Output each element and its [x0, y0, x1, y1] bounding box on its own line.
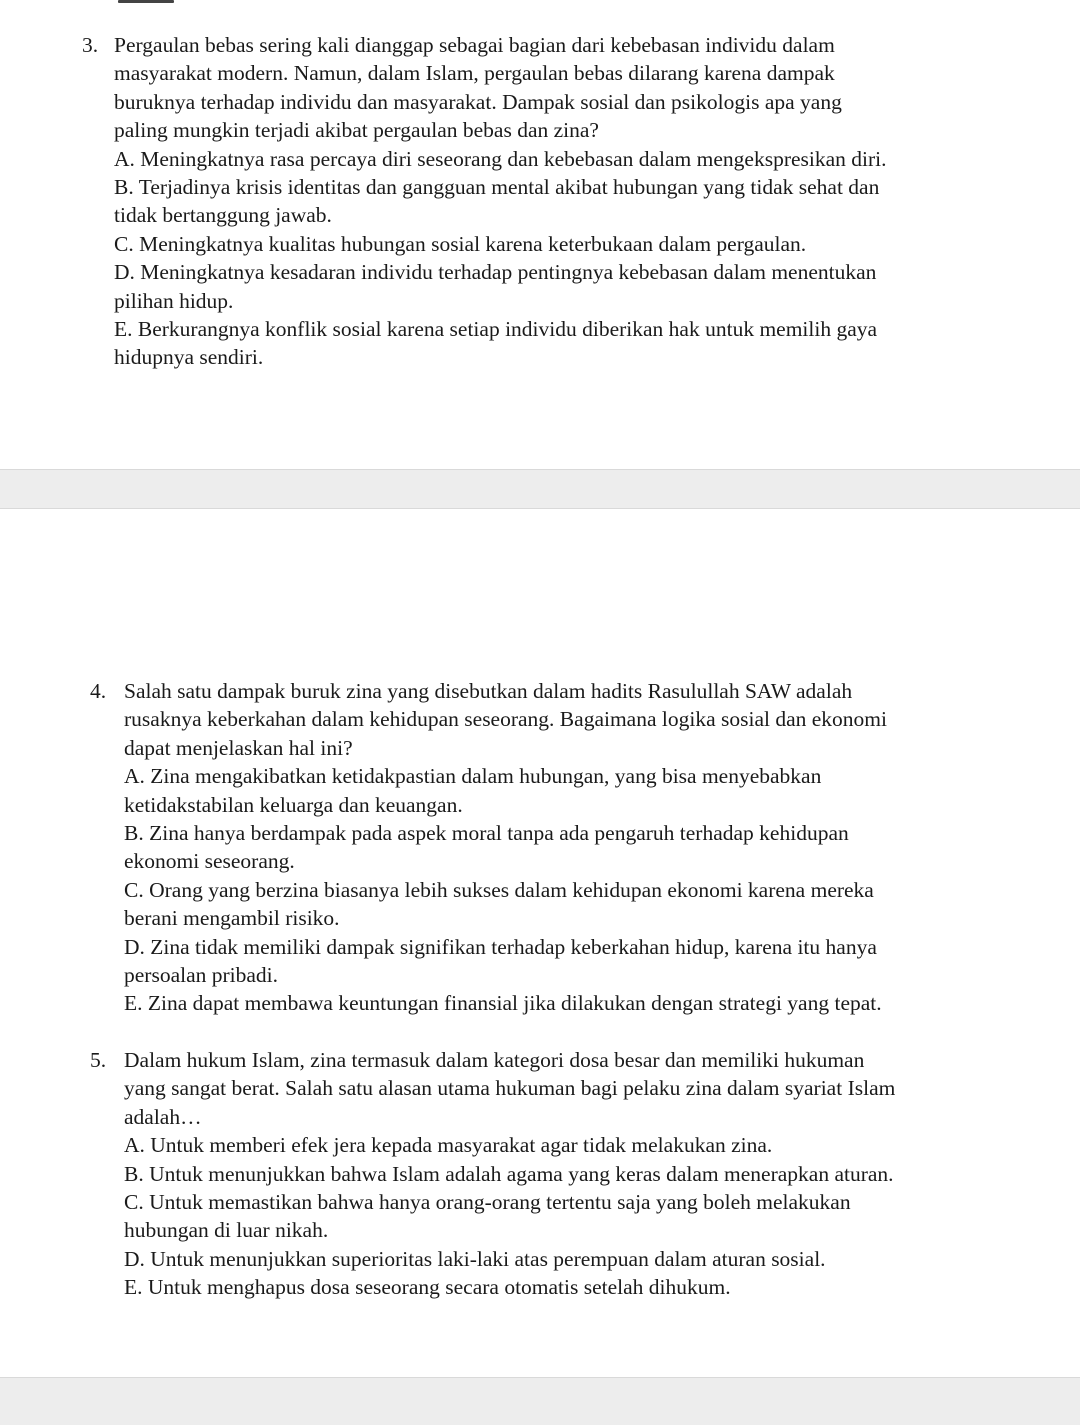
- option-c[interactable]: C. Meningkatnya kualitas hubungan sosial karena keterbukaan dalam pergaulan.: [114, 231, 807, 256]
- option-c-continued[interactable]: hubungan di luar nikah.: [124, 1218, 329, 1243]
- option-e[interactable]: E. Zina dapat membawa keuntungan finansial jika dilakukan dengan strategi yang tepat.: [124, 991, 882, 1016]
- question-stem-line: paling mungkin terjadi akibat pergaulan bebas dan zina?: [114, 118, 599, 143]
- option-b-continued[interactable]: tidak bertanggung jawab.: [114, 203, 332, 228]
- option-d[interactable]: D. Zina tidak memiliki dampak signifikan terhadap keberkahan hidup, karena itu hanya: [124, 934, 877, 959]
- question-number: 3.: [82, 33, 99, 57]
- question-stem-line: yang sangat berat. Salah satu alasan utama hukuman bagi pelaku zina dalam syariat Islam: [124, 1076, 896, 1101]
- option-d-continued[interactable]: persoalan pribadi.: [124, 963, 279, 988]
- question-stem-line: Dalam hukum Islam, zina termasuk dalam kategori dosa besar dan memiliki hukuman: [124, 1048, 865, 1072]
- option-a-continued[interactable]: ketidakstabilan keluarga dan keuangan.: [124, 792, 463, 817]
- question-stem-line: adalah…: [124, 1104, 202, 1129]
- option-e-continued[interactable]: hidupnya sendiri.: [114, 345, 264, 370]
- option-d-continued[interactable]: pilihan hidup.: [114, 288, 234, 313]
- question-number: 5.: [90, 1048, 107, 1072]
- option-a[interactable]: A. Meningkatnya rasa percaya diri seseorang dan kebebasan dalam mengekspresikan diri.: [114, 146, 887, 171]
- question-stem-line: rusaknya keberkahan dalam kehidupan seseorang. Bagaimana logika sosial dan ekonomi: [124, 707, 888, 732]
- question-stem-line: Pergaulan bebas sering kali dianggap sebagai bagian dari kebebasan individu dalam: [114, 33, 835, 57]
- option-b[interactable]: B. Terjadinya krisis identitas dan gangguan mental akibat hubungan yang tidak sehat dan: [114, 175, 880, 200]
- option-a[interactable]: A. Zina mengakibatkan ketidakpastian dalam hubungan, yang bisa menyebabkan: [124, 764, 822, 789]
- question-stem-line: masyarakat modern. Namun, dalam Islam, pergaulan bebas dilarang karena dampak: [114, 61, 835, 86]
- option-a[interactable]: A. Untuk memberi efek jera kepada masyarakat agar tidak melakukan zina.: [124, 1133, 773, 1158]
- top-text-fragment: [118, 0, 174, 3]
- option-d[interactable]: D. Meningkatnya kesadaran individu terhadap pentingnya kebebasan dalam menentukan: [114, 260, 877, 285]
- question-stem-line: Salah satu dampak buruk zina yang disebutkan dalam hadits Rasulullah SAW adalah: [124, 679, 853, 703]
- option-c[interactable]: C. Untuk memastikan bahwa hanya orang-orang tertentu saja yang boleh melakukan: [124, 1190, 851, 1215]
- option-d[interactable]: D. Untuk menunjukkan superioritas laki-laki atas perempuan dalam aturan sosial.: [124, 1246, 826, 1271]
- question-number: 4.: [90, 679, 107, 703]
- option-b[interactable]: B. Zina hanya berdampak pada aspek moral tanpa ada pengaruh terhadap kehidupan: [124, 821, 849, 846]
- option-c-continued[interactable]: berani mengambil risiko.: [124, 906, 340, 931]
- option-e[interactable]: E. Untuk menghapus dosa seseorang secara otomatis setelah dihukum.: [124, 1275, 731, 1300]
- option-e[interactable]: E. Berkurangnya konflik sosial karena setiap individu diberikan hak untuk memilih gaya: [114, 317, 878, 342]
- option-c[interactable]: C. Orang yang berzina biasanya lebih sukses dalam kehidupan ekonomi karena mereka: [124, 877, 874, 902]
- option-b[interactable]: B. Untuk menunjukkan bahwa Islam adalah agama yang keras dalam menerapkan aturan.: [124, 1161, 894, 1186]
- option-b-continued[interactable]: ekonomi seseorang.: [124, 849, 295, 874]
- question-stem-line: buruknya terhadap individu dan masyarakat. Dampak sosial dan psikologis apa yang: [114, 89, 842, 114]
- bottom-gap: [0, 1378, 1080, 1425]
- question-stem-line: dapat menjelaskan hal ini?: [124, 735, 353, 760]
